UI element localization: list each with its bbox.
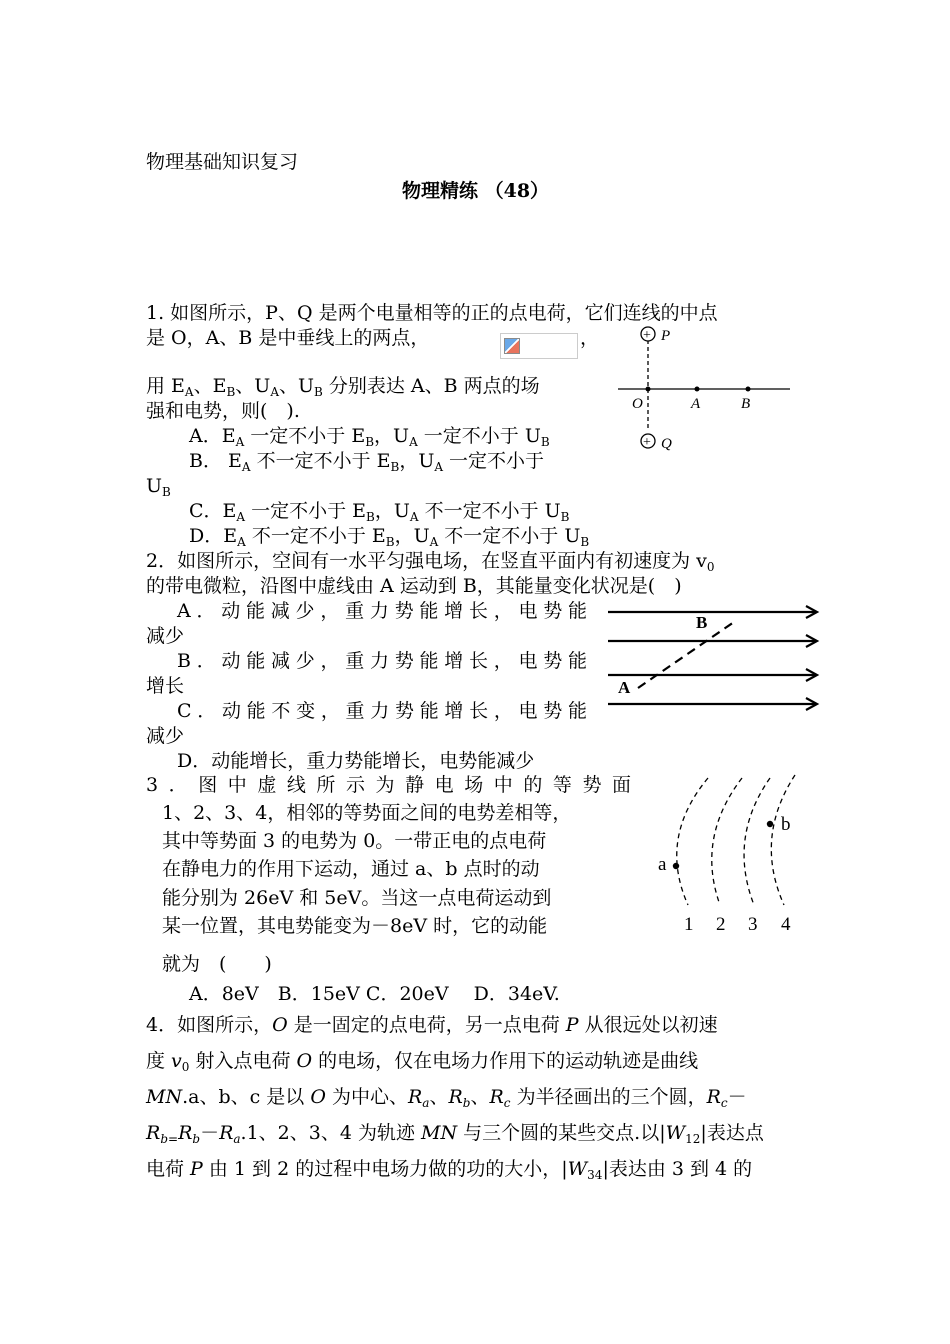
equipotential-surface-4 [771,775,795,905]
label-3: 3 [748,914,758,935]
image-icon [504,338,520,354]
q2-option-a-cont: 减少 [146,625,185,647]
point-b [767,821,773,827]
label-q: Q [661,436,672,452]
q4-line1: 4．如图所示，O 是一固定的点电荷，另一点电荷 P 从很远处以初速 [146,1014,718,1036]
q2-option-a: A．动能减少，重力势能增长，电势能 [177,600,587,622]
charge-p-sign: + [643,328,651,343]
q3-line1: 3．图中虚线所示为静电场中的等势面 [146,774,631,796]
q1-charge-figure [612,318,797,458]
q1-option-c: C．$E_A$ 一定不小于 $E_B$，$U_A$ 不一定不小于 $U_B$ [189,500,570,524]
equipotential-surface-1 [677,778,708,905]
q2-field-figure [600,598,825,720]
q2-line2: 的带电微粒，沿图中虚线由 A 运动到 B，其能量变化状况是( ) [146,575,682,597]
q3-line3: 其中等势面 3 的电势为 0。一带正电的点电荷 [162,830,547,852]
label-1: 1 [684,914,694,935]
q2-option-b-cont: 增长 [146,675,185,697]
q3-line7: 就为 ( ) [162,953,272,975]
q1-stem2: 强和电势，则( ). [146,400,300,422]
broken-image-placeholder [500,333,578,359]
q4-line2: 度 $v_0$ 射入点电荷 O 的电场，仅在电场力作用下的运动轨迹是曲线 [146,1050,699,1074]
point-b [746,387,751,392]
q2-option-d: D．动能增长，重力势能增长，电势能减少 [177,750,535,772]
q3-options: A．8eV B．15eV C．20eV D．34eV. [189,983,560,1005]
q4-line5: 电荷 P 由 1 到 2 的过程中电场力做的功的大小，$|W_{34}|$表达由 3 到 4 的 [146,1158,753,1182]
q3-line6: 某一位置，其电势能变为－8eV 时，它的动能 [162,915,548,937]
q1-option-b: B． $E_A$ 不一定不小于 $E_B$，$U_A$ 一定不小于 [189,450,545,474]
q2-option-c-cont: 减少 [146,725,185,747]
label-a: A [618,678,631,697]
q1-stem: 用 $E_A$、$E_B$、$U_A$、$U_B$ 分别表达 A、B 两点的场 [146,375,540,399]
point-a [695,387,700,392]
point-o [646,387,651,392]
q1-line1: 1. 如图所示，P、Q 是两个电量相等的正的点电荷，它们连线的中点 [146,302,718,324]
equipotential-surface-3 [744,778,770,905]
q1-line2-end: ， [580,327,600,349]
label-b: b [781,814,791,835]
trajectory-dashed-line [638,622,734,688]
q1-option-d: D．$E_A$ 不一定不小于 $E_B$，$U_A$ 不一定不小于 $U_B$ [189,525,590,549]
label-o: O [632,396,643,412]
label-p: P [661,328,671,344]
q3-line4: 在静电力的作用下运动，通过 a、b 点时的动 [162,858,540,880]
q4-line4: $R_{b=}R_b-R_a.1$、2、3、4 为轨迹 MN 与三个圆的某些交点.以$|W_{12}|$表达点 [146,1122,764,1146]
q3-equipotential-figure [650,770,805,940]
label-a: a [658,854,667,875]
q2-option-c: C．动能不变，重力势能增长，电势能 [177,700,587,722]
subject-heading: 物理基础知识复习 [146,151,299,173]
label-2: 2 [716,914,726,935]
point-a [673,863,679,869]
label-a: A [691,396,701,412]
q2-option-b: B．动能减少，重力势能增长，电势能 [177,650,587,672]
q3-line2: 1、2、3、4，相邻的等势面之间的电势差相等， [162,802,572,824]
page-title: 物理精练 （48） [402,180,550,202]
q1-line2: 是 O，A、B 是中垂线上的两点， [146,327,430,349]
q1-option-a: A．$E_A$ 一定不小于 $E_B$，$U_A$ 一定不小于 $U_B$ [189,425,550,449]
q2-line1: 2．如图所示，空间有一水平匀强电场，在竖直平面内有初速度为 $v_0$ [146,550,715,574]
label-b: B [741,396,751,412]
q1-option-b-cont: $U_B$ [146,475,171,499]
label-4: 4 [781,914,791,935]
label-b: B [696,613,708,632]
q4-line3: MN.a、b、c 是以 O 为中心、$R_a$、$R_b$、$R_c$ 为半径画出的三个圆，$R_c-$ [146,1086,747,1110]
equipotential-surface-2 [712,778,742,905]
charge-q-sign: + [643,435,651,450]
q3-line5: 能分别为 26eV 和 5eV。当这一点电荷运动到 [162,887,552,909]
